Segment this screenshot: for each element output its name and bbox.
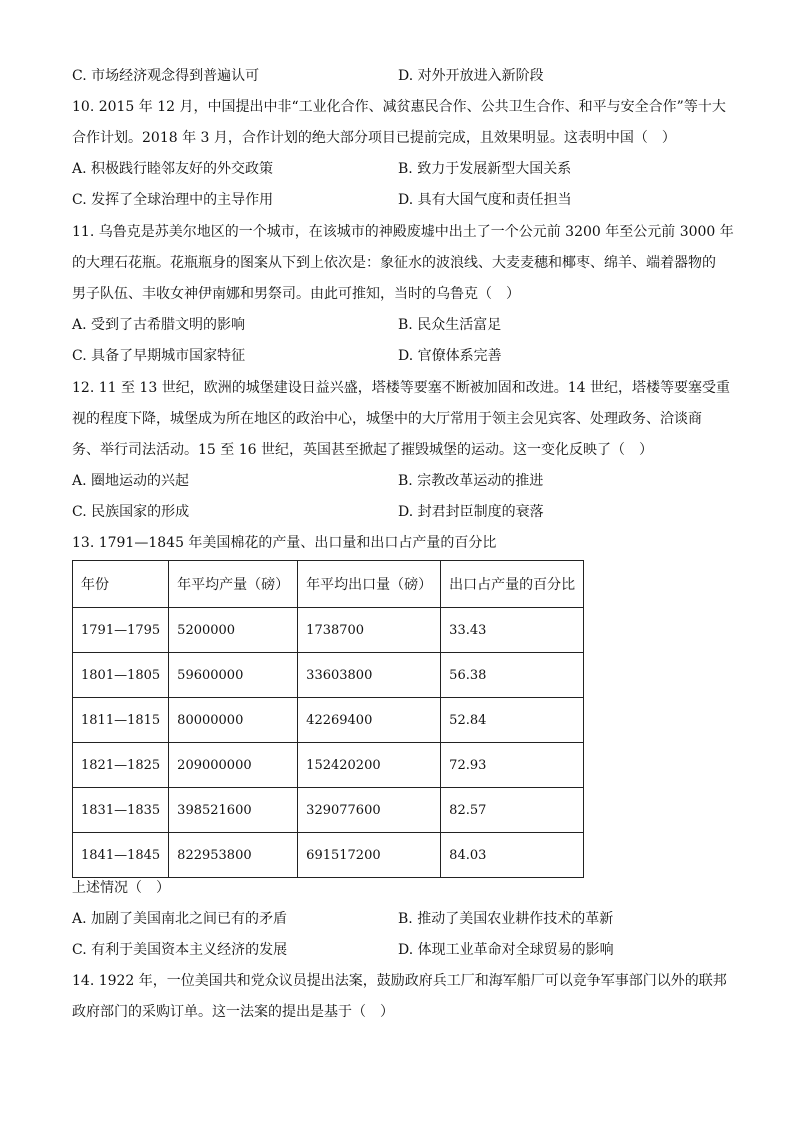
table-cell: 1801—1805 bbox=[73, 653, 169, 698]
table-cell: 691517200 bbox=[298, 833, 441, 878]
q12-option-b: B. 宗教改革运动的推进 bbox=[398, 473, 544, 489]
q11-stem-line-1: 11. 乌鲁克是苏美尔地区的一个城市，在该城市的神殿废墟中出土了一个公元前 3200 年至公元前 3000 年 bbox=[72, 224, 734, 240]
q12-option-a: A. 圈地运动的兴起 bbox=[72, 473, 190, 489]
table-cell: 152420200 bbox=[298, 743, 441, 788]
q13-option-d: D. 体现工业革命对全球贸易的影响 bbox=[398, 942, 614, 958]
table-cell: 1738700 bbox=[298, 608, 441, 653]
q12-option-d: D. 封君封臣制度的衰落 bbox=[398, 504, 544, 520]
table-cell: 56.38 bbox=[441, 653, 584, 698]
table-row bbox=[73, 743, 584, 788]
q14-stem-line-1: 14. 1922 年，一位美国共和党众议员提出法案，鼓励政府兵工厂和海军船厂可以竞争军事部门以外的联邦 bbox=[72, 973, 727, 989]
table-cell: 82.57 bbox=[441, 788, 584, 833]
table-cell: 33.43 bbox=[441, 608, 584, 653]
header-cell: 年平均出口量（磅） bbox=[298, 561, 441, 608]
table-cell: 1811—1815 bbox=[73, 698, 169, 743]
table-cell: 1831—1835 bbox=[73, 788, 169, 833]
table-row bbox=[73, 608, 584, 653]
q11-stem-line-3: 男子队伍、丰收女神伊南娜和男祭司。由此可推知，当时的乌鲁克（ ） bbox=[72, 286, 520, 302]
table-cell: 329077600 bbox=[298, 788, 441, 833]
table-header-row bbox=[73, 561, 584, 608]
q11-stem-line-2: 的大理石花瓶。花瓶瓶身的图案从下到上依次是：象征水的波浪线、大麦麦穗和椰枣、绵羊、端着器物的 bbox=[72, 255, 716, 271]
q12-stem-line-3: 务、举行司法活动。15 至 16 世纪，英国甚至掀起了摧毁城堡的运动。这一变化反映了（ ） bbox=[72, 442, 653, 458]
q10-option-a: A. 积极践行睦邻友好的外交政策 bbox=[72, 161, 274, 177]
q10-option-d: D. 具有大国气度和责任担当 bbox=[398, 192, 572, 208]
table-row bbox=[73, 653, 584, 698]
table-row bbox=[73, 833, 584, 878]
cotton-data-table bbox=[72, 560, 584, 878]
q12-option-c: C. 民族国家的形成 bbox=[72, 504, 190, 520]
table-cell: 1791—1795 bbox=[73, 608, 169, 653]
q13-table-title: 13. 1791—1845 年美国棉花的产量、出口量和出口占产量的百分比 bbox=[72, 535, 497, 551]
q10-option-b: B. 致力于发展新型大国关系 bbox=[398, 161, 572, 177]
table-row bbox=[73, 788, 584, 833]
table-cell: 59600000 bbox=[169, 653, 298, 698]
q13-option-c: C. 有利于美国资本主义经济的发展 bbox=[72, 942, 288, 958]
option-d: D. 对外开放进入新阶段 bbox=[398, 68, 544, 84]
table-cell: 1841—1845 bbox=[73, 833, 169, 878]
table-cell: 42269400 bbox=[298, 698, 441, 743]
q11-option-c: C. 具备了早期城市国家特征 bbox=[72, 348, 246, 364]
q12-stem-line-2: 视的程度下降，城堡成为所在地区的政治中心，城堡中的大厅常用于领主会见宾客、处理政务、洽谈商 bbox=[72, 411, 702, 427]
table-cell: 822953800 bbox=[169, 833, 298, 878]
q13-option-b: B. 推动了美国农业耕作技术的革新 bbox=[398, 911, 614, 927]
table-row bbox=[73, 698, 584, 743]
q11-option-a: A. 受到了古希腊文明的影响 bbox=[72, 317, 246, 333]
option-c: C. 市场经济观念得到普遍认可 bbox=[72, 68, 260, 84]
table-cell: 84.03 bbox=[441, 833, 584, 878]
q13-option-a: A. 加剧了美国南北之间已有的矛盾 bbox=[72, 911, 288, 927]
header-cell: 出口占产量的百分比 bbox=[441, 561, 584, 608]
table-cell: 5200000 bbox=[169, 608, 298, 653]
table-cell: 72.93 bbox=[441, 743, 584, 788]
table-cell: 52.84 bbox=[441, 698, 584, 743]
q12-stem-line-1: 12. 11 至 13 世纪，欧洲的城堡建设日益兴盛，塔楼等要塞不断被加固和改进。14 世纪，塔楼等要塞受重 bbox=[72, 380, 730, 396]
header-cell: 年份 bbox=[73, 561, 169, 608]
table-cell: 33603800 bbox=[298, 653, 441, 698]
header-cell: 年平均产量（磅） bbox=[169, 561, 298, 608]
table-cell: 1821—1825 bbox=[73, 743, 169, 788]
q11-option-d: D. 官僚体系完善 bbox=[398, 348, 502, 364]
table-cell: 209000000 bbox=[169, 743, 298, 788]
q11-option-b: B. 民众生活富足 bbox=[398, 317, 502, 333]
q14-stem-line-2: 政府部门的采购订单。这一法案的提出是基于（ ） bbox=[72, 1004, 394, 1020]
table-cell: 80000000 bbox=[169, 698, 298, 743]
q13-stem-after-table: 上述情况（ ） bbox=[72, 880, 170, 896]
q10-option-c: C. 发挥了全球治理中的主导作用 bbox=[72, 192, 274, 208]
table-cell: 398521600 bbox=[169, 788, 298, 833]
q10-stem-line-1: 10. 2015 年 12 月，中国提出中非“工业化合作、减贫惠民合作、公共卫生合作、和平与安全合作”等十大 bbox=[72, 99, 726, 115]
q10-stem-line-2: 合作计划。2018 年 3 月，合作计划的绝大部分项目已提前完成，且效果明显。这表明中国（ ） bbox=[72, 130, 676, 146]
